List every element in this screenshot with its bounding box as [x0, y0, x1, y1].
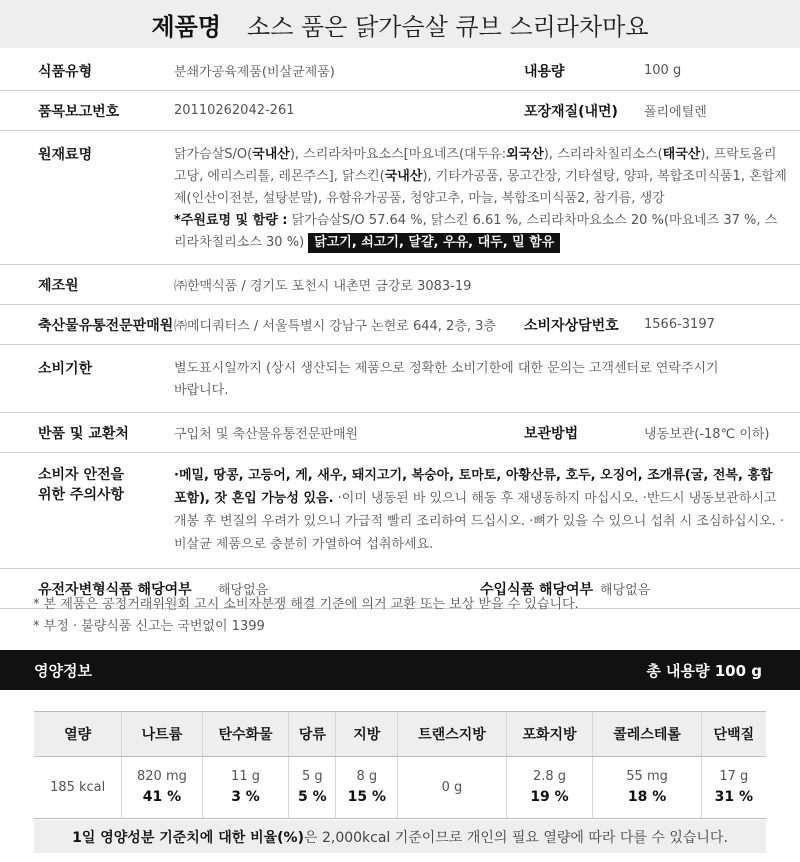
- nutrition-header: 탄수화물: [202, 712, 289, 757]
- volume-label: 내용량: [524, 63, 565, 80]
- nutrition-header: 당류: [289, 712, 336, 757]
- nutrition-cell: [289, 757, 336, 819]
- nutrition-percent: 15 %: [347, 789, 386, 805]
- gmo-value: 해당없음: [218, 583, 269, 598]
- main-ingredients-label: *주원료명 및 함량 :: [174, 213, 288, 228]
- food-type-value: 분쇄가공육제품(비살균제품): [174, 65, 335, 80]
- caution-label-line-1: 소비자 안전을: [38, 467, 125, 483]
- product-name: 소스 품은 닭가슴살 큐브 스리라차마요: [247, 12, 649, 41]
- nutrition-title: 영양정보: [34, 661, 92, 680]
- packaging-value: 폴리에틸렌: [644, 105, 707, 120]
- nutrition-header: 포화지방: [506, 712, 593, 757]
- row-food-type: [0, 51, 800, 91]
- product-title-bar: [0, 0, 800, 48]
- nutrition-header: 나트륨: [122, 712, 202, 757]
- packaging-label: 포장재질(내면): [524, 103, 618, 120]
- consult-value: 1566-3197: [644, 317, 715, 332]
- notice-report: * 부정 · 불량식품 신고는 국번없이 1399: [33, 619, 265, 634]
- nutrition-percent: 3 %: [231, 789, 260, 805]
- ingredients-text: 닭가슴살S/O(: [174, 147, 253, 162]
- seller-value: ㈜메디쿼터스 / 서울특별시 강남구 논현로 644, 2층, 3층: [174, 319, 496, 334]
- nutrition-amount: 17 g: [719, 769, 749, 784]
- notice-exchange: * 본 제품은 공정거래위원회 고시 소비자분쟁 해결 기준에 의거 교환 또는 보상 받을 수 있습니다.: [33, 597, 579, 612]
- nutrition-amount: 55 mg: [626, 769, 668, 784]
- footnote-text: 은 2,000kcal 기준이므로 개인의 필요 열량에 따라 다를 수 있습니다.: [303, 829, 728, 846]
- maker-value: ㈜한맥식품 / 경기도 포천시 내촌면 금강로 3083-19: [174, 279, 472, 294]
- nutrition-percent: 18 %: [627, 789, 667, 805]
- nutrition-table: [34, 711, 766, 819]
- nutrition-amount: 820 mg: [137, 769, 187, 784]
- nutrition-amount: 0 g: [441, 779, 463, 795]
- nutrition-value-row: [34, 757, 766, 819]
- return-label: 반품 및 교환처: [38, 425, 129, 442]
- caution-label-line-2: 위한 주의사항: [38, 487, 125, 503]
- maker-label: 제조원: [38, 277, 79, 294]
- ingredients-label: 원재료명: [38, 147, 93, 163]
- product-info-table: [0, 51, 800, 609]
- report-no-label: 품목보고번호: [38, 103, 120, 120]
- row-report-no: [0, 91, 800, 131]
- import-label: 수입식품 해당여부: [480, 581, 594, 598]
- daily-value-footnote: [34, 820, 766, 853]
- nutrition-cell: [593, 757, 701, 819]
- ingredients-text: ), 스리라차칠리소스(: [543, 147, 663, 162]
- nutrition-percent: 31 %: [714, 789, 754, 805]
- ingredients-text: ), 기타가공품, 몽고간장, 기타설탕, 양파, 복합조미식품1, 혼합제제(인산이전분, 설탕분말), 유함유가공품, 청양고추, 마늘, 복합조미식품2, 참기름, 생강: [174, 169, 787, 206]
- nutrition-cell: [701, 757, 766, 819]
- nutrition-header: 단백질: [701, 712, 766, 757]
- origin-highlight: 태국산: [662, 147, 701, 162]
- storage-value: 냉동보관(-18℃ 이하): [644, 427, 770, 442]
- product-name-label: 제품명: [151, 12, 222, 41]
- food-type-label: 식품유형: [38, 63, 93, 80]
- caution-value: [174, 464, 800, 556]
- return-value: 구입처 및 축산물유통전문판매원: [174, 427, 359, 442]
- ingredients-text: ), 스리라차마요소스[마요네즈(대두유:: [289, 147, 507, 162]
- nutrition-total: 총 내용량 100 g: [646, 661, 762, 680]
- gmo-label: 유전자변형식품 해당여부: [38, 581, 192, 598]
- row-maker: [0, 265, 800, 305]
- main-ingredients-text: 닭가슴살S/O 57.64 %, 닭스킨 6.61 %, 스리라차마요소스 20 %(마요네즈 37 %, 스리라차칠리소스 30 %): [174, 213, 778, 250]
- nutrition-header-row: [34, 712, 766, 757]
- nutrition-cell: [336, 757, 398, 819]
- caution-label: [0, 464, 174, 505]
- origin-highlight: 외국산: [506, 147, 544, 162]
- row-return: [0, 413, 800, 453]
- expiry-label: 소비기한: [38, 361, 93, 377]
- ingredients-text: ), 프락토올리고당, 에리스리톨, 레몬주스], 닭스킨(: [174, 147, 777, 184]
- nutrition-percent: 41 %: [142, 789, 182, 805]
- nutrition-cell: [202, 757, 289, 819]
- nutrition-amount: 185 kcal: [50, 779, 106, 795]
- nutrition-cell: [34, 757, 122, 819]
- origin-highlight: 국내산: [384, 169, 423, 184]
- row-ingredients: [0, 131, 800, 265]
- nutrition-header: 트랜스지방: [398, 712, 506, 757]
- nutrition-header: 지방: [336, 712, 398, 757]
- ingredients-value: [174, 144, 800, 254]
- nutrition-header: 콜레스테롤: [593, 712, 701, 757]
- nutrition-cell: [506, 757, 593, 819]
- storage-label: 보관방법: [524, 425, 579, 442]
- nutrition-header-bar: [0, 650, 800, 690]
- nutrition-header: 열량: [34, 712, 122, 757]
- volume-value: 100 g: [644, 63, 682, 78]
- seller-label: 축산물유통전문판매원: [38, 317, 174, 334]
- expiry-value: 별도표시일까지 (상시 생산되는 제품으로 정확한 소비기한에 대한 문의는 고객센터로 연락주시기 바랍니다.: [174, 361, 719, 398]
- nutrition-amount: 8 g: [356, 769, 378, 784]
- allergy-warning: ·메밀, 땅콩, 고등어, 게, 새우, 돼지고기, 복숭아, 토마토, 아황산류, 호두, 오징어, 조개류(굴, 전복, 홍합 포함), 잣 혼입 가능성 있음.: [174, 468, 773, 506]
- nutrition-percent: 5 %: [298, 789, 327, 805]
- nutrition-amount: 11 g: [231, 769, 260, 784]
- origin-highlight: 국내산: [252, 147, 290, 162]
- allergen-badge: 닭고기, 쇠고기, 달걀, 우유, 대두, 밀 함유: [308, 233, 560, 253]
- nutrition-cell: [398, 757, 506, 819]
- report-no-value: 20110262042-261: [174, 103, 295, 118]
- row-caution: [0, 453, 800, 569]
- nutrition-percent: 19 %: [530, 789, 569, 805]
- nutrition-amount: 2.8 g: [532, 769, 567, 784]
- caution-text: ·이미 냉동된 바 있으니 해동 후 재냉동하지 마십시오. ·반드시 냉동보관하시고 개봉 후 변질의 우려가 있으니 가급적 빨리 조리하여 드십시오. ·뼈가 있을 수 있으니 섭취 시 조심하십시오. ·비살균 제품으로 충분히 가열하여 섭취하세요.: [174, 491, 785, 552]
- import-value: 해당없음: [600, 583, 651, 598]
- footnote-bold: 1일 영양성분 기준치에 대한 비율(%): [72, 829, 304, 846]
- nutrition-amount: 5 g: [302, 769, 323, 784]
- notice-section: [33, 594, 579, 638]
- consult-label: 소비자상담번호: [524, 317, 619, 334]
- row-expiry: [0, 345, 800, 413]
- row-seller: [0, 305, 800, 345]
- nutrition-cell: [122, 757, 202, 819]
